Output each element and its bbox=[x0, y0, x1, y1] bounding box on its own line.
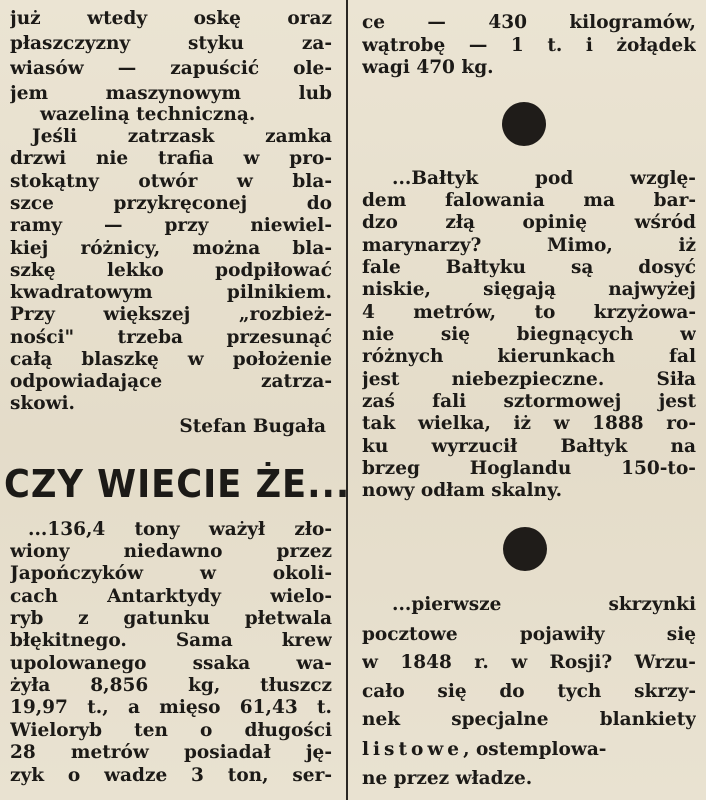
text-line: błękitnego. Sama krew bbox=[10, 630, 332, 651]
text-line: dem falowania ma bar- bbox=[362, 190, 696, 211]
text-line: 4 metrów, to krzyżowa- bbox=[362, 302, 696, 323]
text-line: kwadratowym pilnikiem. bbox=[10, 282, 332, 303]
text-line: 19,97 t., a mięso 61,43 t. bbox=[10, 697, 332, 718]
text-line: stokątny otwór w bla- bbox=[10, 171, 332, 192]
text-line: ...pierwsze skrzynki bbox=[392, 594, 696, 615]
text-line: wątrobę — 1 t. i żołądek bbox=[362, 35, 696, 56]
text-line: różnych kierunkach fal bbox=[362, 346, 696, 367]
text-line: odpowiadające zatrza- bbox=[10, 371, 332, 392]
text-line: całą blaszkę w położenie bbox=[10, 349, 332, 370]
text-line bbox=[362, 739, 696, 761]
text-line: wazeliną techniczną. bbox=[40, 104, 256, 125]
text-line: płaszczyzny styku za- bbox=[10, 33, 332, 54]
text-line: ne przez władze. bbox=[362, 768, 533, 789]
text-line: niskie, sięgają najwyżej bbox=[362, 279, 696, 300]
text-line: ...Bałtyk pod wzglę- bbox=[392, 168, 696, 189]
text-line: upolowanego ssaka wa- bbox=[10, 653, 332, 674]
text-line: jest niebezpieczne. Siła bbox=[362, 369, 696, 390]
text-line: fale Bałtyku są dosyć bbox=[362, 257, 696, 278]
text-line: nie się biegnących w bbox=[362, 324, 696, 345]
text-line: cało się do tych skrzy- bbox=[362, 681, 696, 702]
text-line: zaś fali sztormowej jest bbox=[362, 391, 696, 412]
text-line: ryb z gatunku płetwala bbox=[10, 608, 332, 629]
text-line: Wieloryb ten o długości bbox=[10, 720, 332, 741]
separator-dot-icon bbox=[502, 102, 546, 146]
section-headline: CZY WIECIE ŻE... bbox=[4, 462, 351, 506]
text-line: ności" trzeba przesunąć bbox=[10, 327, 332, 348]
spaced-word: listowe bbox=[362, 739, 464, 760]
text-line: 28 metrów posiadał ję- bbox=[10, 742, 332, 763]
text-line: dzo złą opinię wśród bbox=[362, 212, 696, 233]
text-line: ce — 430 kilogramów, bbox=[362, 12, 696, 33]
left-column bbox=[10, 0, 332, 800]
text-line: szce przykręconej do bbox=[10, 193, 332, 214]
text-line: nek specjalne blankiety bbox=[362, 709, 696, 730]
text-line: Przy większej „rozbież- bbox=[10, 304, 332, 325]
text-line: skowi. bbox=[10, 393, 75, 414]
text-line: marynarzy? Mimo, iż bbox=[362, 235, 696, 256]
text-line: ku wyrzucił Bałtyk na bbox=[362, 436, 696, 457]
text-line: wiasów — zapuścić ole- bbox=[10, 58, 332, 79]
author-signature: Stefan Bugała bbox=[179, 416, 326, 437]
text-line: wagi 470 kg. bbox=[362, 57, 494, 78]
text-line: cach Antarktydy wielo- bbox=[10, 586, 332, 607]
text-line: jem maszynowym lub bbox=[10, 83, 332, 104]
text-line: szkę lekko podpiłować bbox=[10, 260, 332, 281]
text-line: wiony niedawno przez bbox=[10, 541, 332, 562]
text-line: ...136,4 tony ważył zło- bbox=[28, 519, 332, 540]
text-line: brzeg Hoglandu 150-to- bbox=[362, 458, 696, 479]
text-line: drzwi nie trafia w pro- bbox=[10, 148, 332, 169]
text-line: pocztowe pojawiły się bbox=[362, 624, 696, 645]
text-line: żyła 8,856 kg, tłuszcz bbox=[10, 675, 332, 696]
column-rule bbox=[346, 0, 348, 800]
text-line: w 1848 r. w Rosji? Wrzu- bbox=[362, 652, 696, 673]
text-line: już wtedy oskę oraz bbox=[10, 8, 332, 29]
text-line: Japończyków w okoli- bbox=[10, 563, 332, 584]
text-line: Jeśli zatrzask zamka bbox=[32, 126, 332, 147]
text-line: zyk o wadze 3 ton, ser- bbox=[10, 765, 332, 786]
text-line: kiej różnicy, można bla- bbox=[10, 238, 332, 259]
text-line: tak wielka, iż w 1888 ro- bbox=[362, 413, 696, 434]
text-line: nowy odłam skalny. bbox=[362, 480, 563, 501]
text-line: ramy — przy niewiel- bbox=[10, 215, 332, 236]
separator-dot-icon bbox=[503, 527, 547, 571]
text-fragment: , ostemplowa- bbox=[463, 739, 607, 760]
